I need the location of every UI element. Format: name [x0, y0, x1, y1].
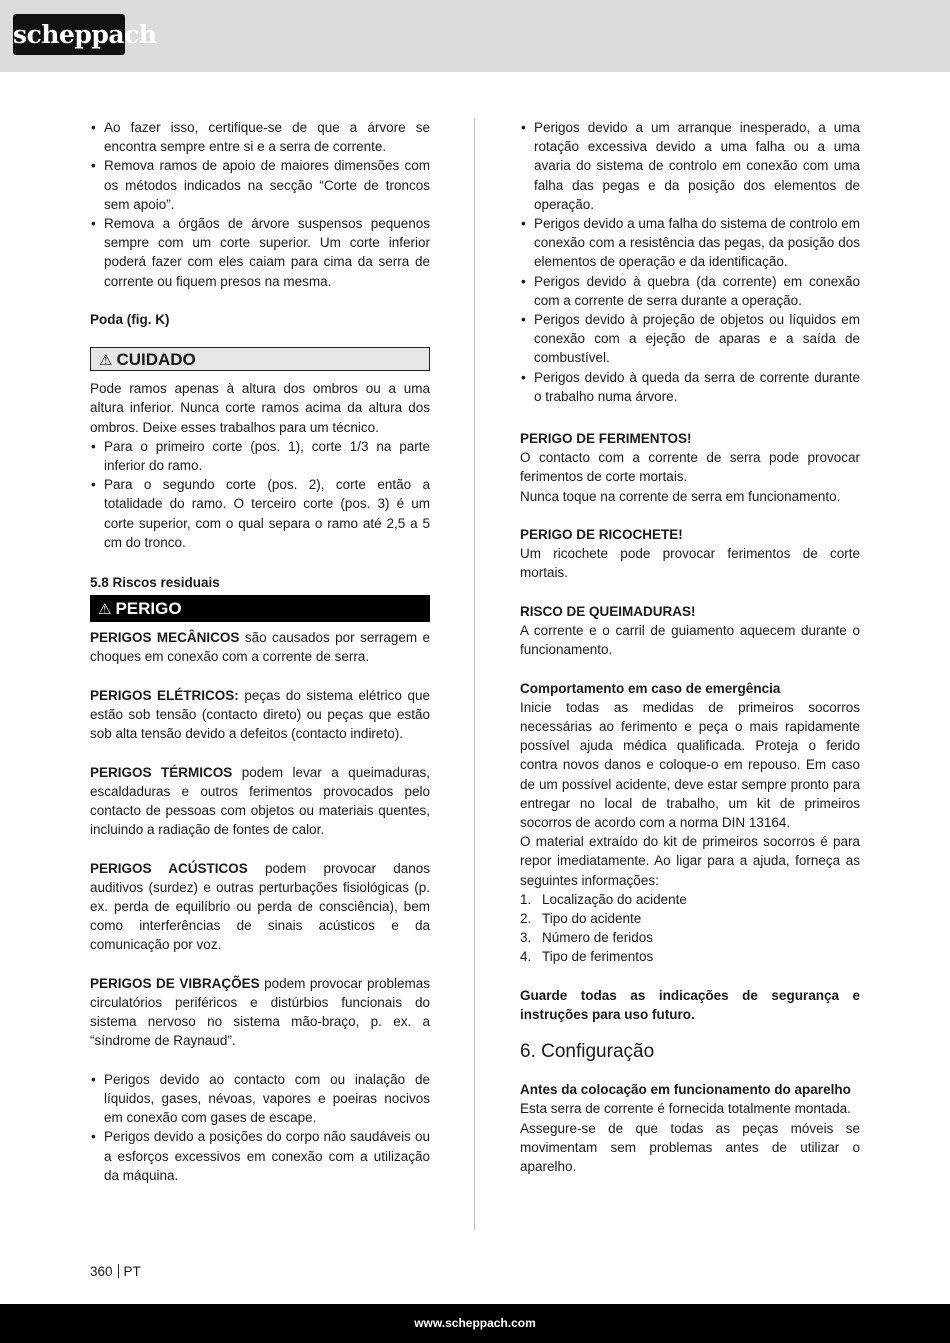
list-item: • Remova ramos de apoio de maiores dimensões com os métodos indicados na secção “Corte de troncos sem apoio”.: [90, 156, 430, 214]
antes-heading: Antes da colocação em funcionamento do aparelho: [520, 1082, 851, 1098]
list-item: • Perigos devido a posições do corpo não saudáveis ou a esforços excessivos em conexão com a utilização da máquina.: [90, 1127, 430, 1185]
emergencia-heading: Comportamento em caso de emergência: [520, 680, 781, 696]
language-code: PT: [123, 1264, 141, 1279]
emergencia-text-1: Inicie todas as medidas de primeiros socorros necessárias ao ferimento e peça o mais rapidamente possível ajuda médica qualificada. Proteja o ferido contra novos danos e coloque-o em repouso. Em caso de um possível acidente, deve estar sempre pronto para entregar no local de trabalho, um kit de primeiros socorros de acordo com a norma DIN 13164.: [520, 699, 860, 831]
list-number: 1.: [520, 891, 532, 907]
ferimentos-heading: PERIGO DE FERIMENTOS!: [520, 431, 692, 447]
queimaduras-heading: RISCO DE QUEIMADURAS!: [520, 603, 696, 619]
website-link[interactable]: www.scheppach.com: [414, 1316, 536, 1330]
list-item: • Perigos devido a uma falha do sistema de controlo em conexão com a resistência das pegas, da posição dos elementos de operação e da identificação.: [520, 214, 860, 272]
list-item: • Perigos devido à quebra (da corrente) em conexão com a corrente de serra durante a operação.: [520, 272, 860, 310]
scheppach-logo: scheppach: [13, 14, 125, 55]
mecanicos-paragraph: [90, 628, 430, 666]
emergencia-text-2: O material extraído do kit de primeiros socorros é para repor imediatamente. Ao ligar para a ajuda, forneça as seguintes informações:: [520, 834, 860, 888]
ricochete-text: Um ricochete pode provocar ferimentos de corte mortais.: [520, 546, 860, 581]
mecanicos-label: PERIGOS MECÂNICOS: [90, 630, 240, 646]
warning-triangle-icon: ⚠: [99, 352, 113, 370]
acusticos-text: podem provocar danos auditivos (surdez) e outras perturbações fisiológicas (p. ex. perda de equilíbrio ou perda de consciência), bem como interferências de sinais acústicos e da comunicação por voz.: [90, 860, 430, 953]
cuidado-label: CUIDADO: [116, 350, 196, 370]
antes-text-1: Esta serra de corrente é fornecida totalmente montada.: [520, 1101, 851, 1117]
list-item: • Remova a órgãos de árvore suspensos pequenos sempre com um corte superior. Um corte inferior poderá fazer com eles caiam para cima da serra de corrente ou fiquem presos na mesma.: [90, 214, 430, 291]
list-item: • Perigos devido à queda da serra de corrente durante o trabalho numa árvore.: [520, 368, 860, 406]
list-number: 4.: [520, 949, 532, 965]
section-heading-configuracao: 6. Configuração: [520, 1041, 655, 1063]
footer-bar: [0, 1304, 950, 1343]
emergencia-numbered-list: [520, 890, 860, 967]
list-text: Tipo de ferimentos: [542, 949, 654, 965]
list-item: • Para o segundo corte (pos. 2), corte então a totalidade do ramo. O terceiro corte (pos. 3) é um corte superior, com o qual separa o ramo até 2,5 a 5 cm do tronco.: [90, 475, 430, 552]
perigo-label: PERIGO: [115, 599, 182, 619]
termicos-label: PERIGOS TÉRMICOS: [90, 764, 233, 780]
termicos-paragraph: [90, 763, 430, 840]
list-item: [520, 890, 860, 909]
eletricos-text: peças do sistema elétrico que estão sob tensão (contacto direto) ou peças que estão sob alta tensão devido a defeitos (contacto indireto).: [90, 687, 430, 742]
list-item: • Para o primeiro corte (pos. 1), corte 1/3 na parte inferior do ramo.: [90, 437, 430, 475]
eletricos-label: PERIGOS ELÉTRICOS:: [90, 687, 239, 703]
perigo-warning-box: [90, 595, 430, 622]
antes-text-2: Assegure-se de que todas as peças móveis se movimentam sem problemas antes de utilizar o aparelho.: [520, 1120, 860, 1175]
list-number: 3.: [520, 930, 532, 946]
list-item: [520, 928, 860, 947]
list-item: [520, 947, 860, 966]
vibracoes-paragraph: [90, 974, 430, 1051]
vibracoes-label: PERIGOS DE VIBRAÇÕES: [90, 975, 260, 991]
list-item: • Perigos devido ao contacto com ou inalação de líquidos, gases, névoas, vapores e poeiras nocivos em conexão com gases de escape.: [90, 1070, 430, 1128]
guarde-text: Guarde todas as indicações de segurança e instruções para uso futuro.: [520, 987, 860, 1023]
page-number-separator: [118, 1264, 119, 1278]
acusticos-paragraph: [90, 859, 430, 955]
page-number-value: 360: [90, 1264, 113, 1279]
list-item: • Perigos devido à projeção de objetos ou líquidos em conexão com a ejeção de aparas e a saída de combustível.: [520, 310, 860, 368]
list-text: Número de feridos: [542, 930, 654, 946]
list-item: • Ao fazer isso, certifique-se de que a árvore se encontra sempre entre si e a serra de corrente.: [90, 118, 430, 156]
column-divider: [474, 118, 475, 1230]
acusticos-label: PERIGOS ACÚSTICOS: [90, 860, 248, 876]
queimaduras-text: A corrente e o carril de guiamento aquecem durante o funcionamento.: [520, 623, 860, 658]
bullet-list-top-right: [520, 118, 860, 406]
right-column: [520, 118, 860, 1176]
left-column: [90, 118, 430, 1185]
list-number: 2.: [520, 911, 532, 927]
poda-bullet-list: [90, 437, 430, 552]
list-text: Localização do acidente: [542, 891, 687, 907]
warning-triangle-icon: ⚠: [98, 601, 112, 619]
list-text: Tipo do acidente: [542, 911, 642, 927]
cuidado-warning-box: [90, 347, 430, 371]
vibracoes-text: podem provocar problemas circulatórios periféricos e distúrbios funcionais do sistema nervoso no sistema mão-braço, p. ex. a “síndrome de Raynaud”.: [90, 975, 430, 1049]
mecanicos-text: são causados por serragem e choques em conexão com a corrente de serra.: [90, 630, 430, 665]
ferimentos-text-2: Nunca toque na corrente de serra em funcionamento.: [520, 488, 841, 504]
header-bar: [0, 0, 950, 72]
termicos-text: podem levar a queimaduras, escaldaduras e outros ferimentos provocados pelo contacto de pessoas com objetos ou materiais quentes, incluindo a radiação de fontes de calor.: [90, 764, 430, 838]
bullet-list-bottom-left: [90, 1070, 430, 1185]
page-number: [90, 1264, 141, 1279]
list-item: [520, 909, 860, 928]
bullet-list-top-left: [90, 118, 430, 291]
riscos-heading: 5.8 Riscos residuais: [90, 575, 220, 591]
poda-heading: Poda (fig. K): [90, 312, 170, 328]
poda-text: Pode ramos apenas à altura dos ombros ou a uma altura inferior. Nunca corte ramos acima da altura dos ombros. Deixe esses trabalhos para um técnico.: [90, 381, 430, 435]
list-item: • Perigos devido a um arranque inesperado, a uma rotação excessiva devido a uma falha ou a uma avaria do sistema de controlo em conexão com uma falha das pegas e da posição dos elementos de operação.: [520, 118, 860, 214]
eletricos-paragraph: [90, 686, 430, 744]
ferimentos-text-1: O contacto com a corrente de serra pode provocar ferimentos de corte mortais.: [520, 450, 860, 485]
ricochete-heading: PERIGO DE RICOCHETE!: [520, 527, 683, 543]
